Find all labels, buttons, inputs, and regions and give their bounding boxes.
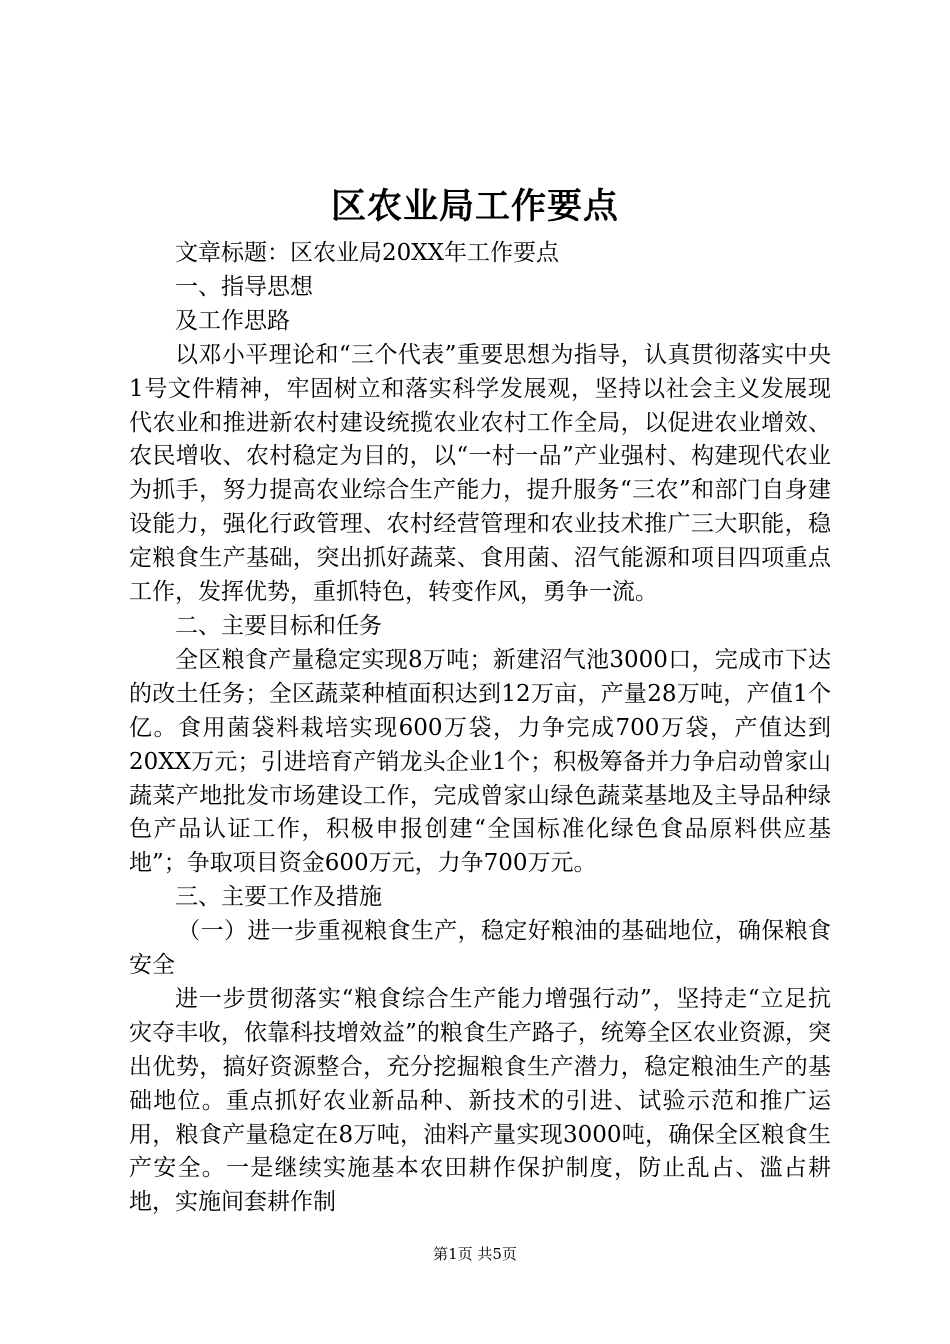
document-body	[129, 237, 831, 1220]
document-title: 区农业局工作要点	[330, 186, 619, 227]
page-number: 第1页 共5页	[433, 1245, 517, 1263]
article-title-line: 文章标题：区农业局20XX年工作要点	[175, 240, 560, 266]
section-heading: 及工作思路	[175, 307, 290, 334]
section-heading: 一、指导思想	[175, 273, 313, 300]
section-heading: 二、主要目标和任务	[175, 612, 382, 639]
section-heading: 三、主要工作及措施	[175, 884, 382, 911]
body-paragraph: 进一步贯彻落实“粮食综合生产能力增强行动”，坚持走“立足抗灾夺丰收，依靠科技增效益”的粮食生产路子，统筹全区农业资源，突出优势，搞好资源整合，充分挖掘粮食生产潜力，稳定粮油生产的基础地位。重点抓好农业新品种、新技术的引进、试验示范和推广运用，粮食产量稳定在8万吨，油料产量实现3000吨，确保全区粮食生产安全。一是继续实施基本农田耕作保护制度，防止乱占、滥占耕地，实施间套耕作制	[129, 985, 831, 1216]
subsection-heading: （一）进一步重视粮食生产，稳定好粮油的基础地位，确保粮食安全	[129, 918, 831, 979]
body-paragraph: 全区粮食产量稳定实现8万吨；新建沼气池3000口，完成市下达的改土任务；全区蔬菜种植面积达到12万亩，产量28万吨，产值1个亿。食用菌袋料栽培实现600万袋，力争完成700万袋，产值达到20XX万元；引进培育产销龙头企业1个；积极筹备并力争启动曾家山蔬菜产地批发市场建设工作，完成曾家山绿色蔬菜基地及主导品种绿色产品认证工作，积极申报创建“全国标准化绿色食品原料供应基地”；争取项目资金600万元，力争700万元。	[129, 646, 831, 877]
body-paragraph: 以邓小平理论和“三个代表”重要思想为指导，认真贯彻落实中央1号文件精神，牢固树立和落实科学发展观，坚持以社会主义发展现代农业和推进新农村建设统揽农业农村工作全局，以促进农业增效、农民增收、农村稳定为目的，以“一村一品”产业强村、构建现代农业为抓手，努力提高农业综合生产能力，提升服务“三农”和部门自身建设能力，强化行政管理、农村经营管理和农业技术推广三大职能，稳定粮食生产基础，突出抓好蔬菜、食用菌、沼气能源和项目四项重点工作，发挥优势，重抓特色，转变作风，勇争一流。	[129, 341, 831, 606]
